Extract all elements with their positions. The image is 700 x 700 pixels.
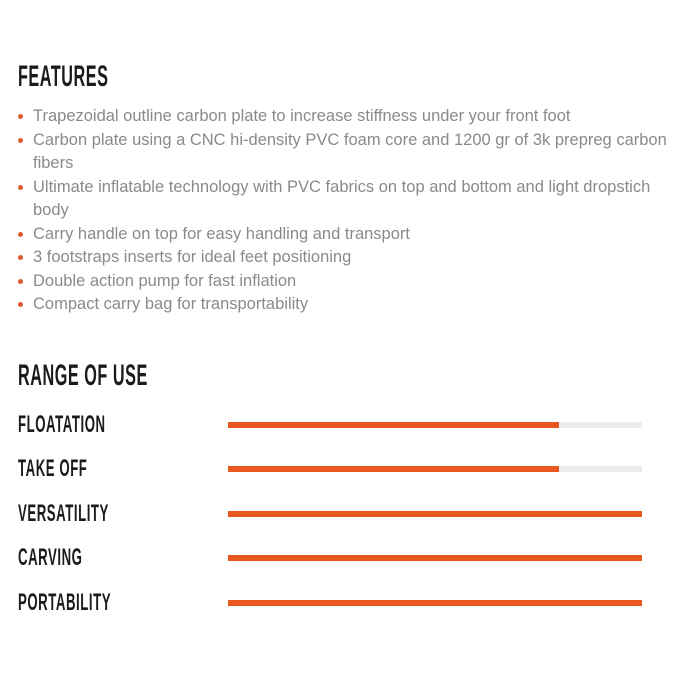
feature-text: Ultimate inflatable technology with PVC fabrics on top and bottom and light dropstich body (33, 177, 651, 219)
feature-item (18, 223, 668, 247)
feature-item (18, 246, 668, 270)
rating-bar-track (228, 511, 642, 517)
bullet-icon (18, 279, 23, 284)
feature-text: Trapezoidal outline carbon plate to increase stiffness under your front foot (33, 107, 571, 125)
features-section (18, 62, 670, 317)
rating-bar-track (228, 555, 642, 561)
bullet-icon (18, 114, 23, 119)
rating-label: FLOATATION (18, 410, 106, 438)
range-of-use-section (18, 358, 670, 626)
rating-label: TAKE OFF (18, 455, 88, 483)
features-list (18, 105, 668, 317)
feature-text: Carry handle on top for easy handling and transport (33, 224, 410, 243)
rating-label: VERSATILITY (18, 499, 109, 527)
bullet-icon (18, 302, 23, 307)
bullet-icon (18, 232, 23, 237)
rating-bar-fill (228, 555, 642, 561)
rating-bar-track (228, 600, 642, 606)
rating-label: CARVING (18, 544, 83, 572)
feature-text: Compact carry bag for transportability (33, 295, 309, 313)
feature-item (18, 105, 668, 129)
feature-text: 3 footstraps inserts for ideal feet positioning (33, 248, 352, 266)
rating-row-portability (18, 581, 670, 626)
rating-bar-track (228, 466, 642, 472)
rating-bar-fill (228, 600, 642, 606)
rating-row-floatation (18, 403, 670, 448)
range-of-use-title: RANGE OF USE (18, 358, 148, 392)
feature-item (18, 176, 668, 223)
rating-bar-track (228, 422, 642, 428)
feature-item (18, 129, 668, 176)
features-title: FEATURES (18, 60, 109, 93)
rating-rows (18, 403, 670, 626)
rating-row-carving (18, 536, 670, 581)
feature-item (18, 293, 668, 317)
bullet-icon (18, 185, 23, 190)
feature-text: Double action pump for fast inflation (33, 271, 297, 290)
rating-row-take-off (18, 447, 670, 492)
rating-label: PORTABILITY (18, 588, 112, 616)
rating-bar-fill (228, 511, 642, 517)
feature-item (18, 270, 668, 294)
rating-bar-fill (228, 466, 559, 472)
rating-row-versatility (18, 492, 670, 537)
bullet-icon (18, 138, 23, 143)
bullet-icon (18, 255, 23, 260)
feature-text: Carbon plate using a CNC hi-density PVC foam core and 1200 gr of 3k prepreg carbon fibers (33, 130, 667, 172)
rating-bar-fill (228, 422, 559, 428)
